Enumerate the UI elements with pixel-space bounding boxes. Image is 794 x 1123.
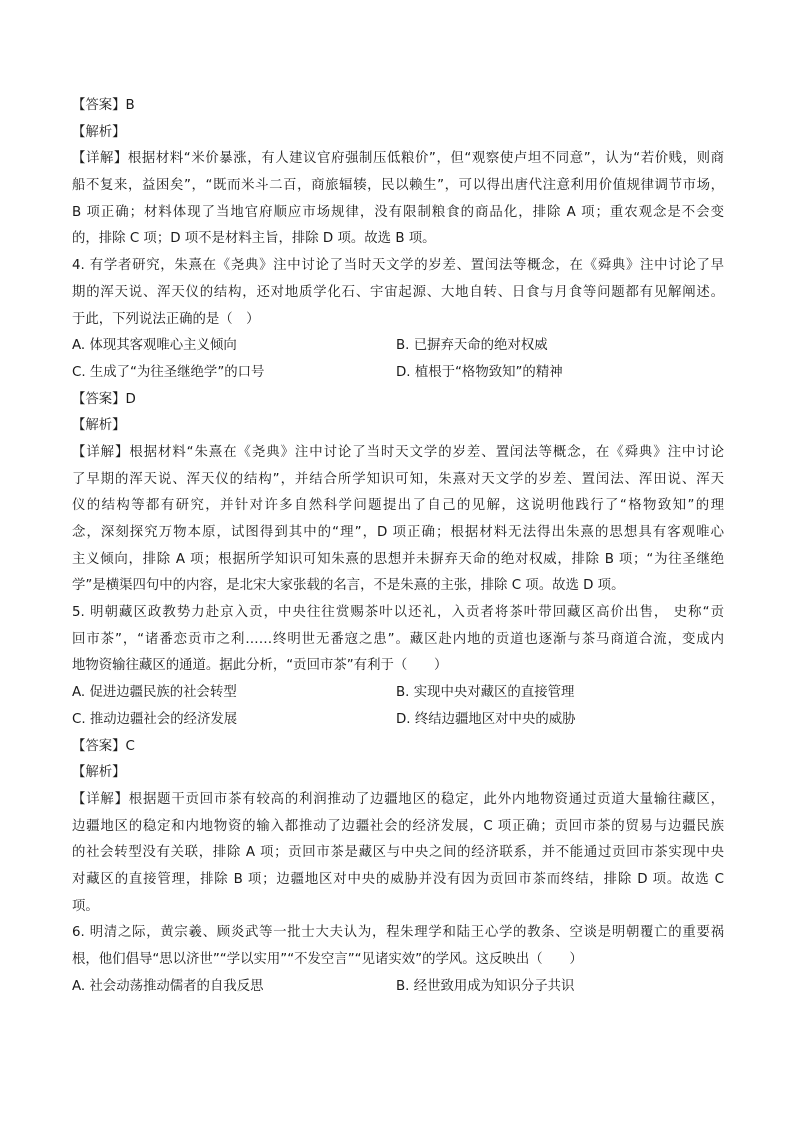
q5-option-d: D. 终结边疆地区对中央的威胁 [396,711,576,727]
q4-option-a: A. 体现其客观唯心主义倾向 [72,338,237,354]
q4-detail-line: 主义倾向，排除 A 项；根据所学知识可知朱熹的思想并未摒弃天命的绝对权威，排除 B 项；“为往圣继绝 [72,551,724,567]
q6-stem-line: 根，他们倡导“思以济世”“学以实用”“不发空言”“见诸实效”的学风。这反映出（ ） [72,952,583,967]
q5-options-row [72,680,724,707]
q4-options-row [72,360,724,387]
q5-stem-line: 地物资输往藏区的通道。据此分析，“贡回市茶”有利于（ ） [72,658,448,674]
q3-analysis-label: 【解析】 [72,124,126,140]
q5-option-c: C. 推动边疆社会的经济发展 [72,711,238,727]
q6-options-row [72,974,724,1001]
q4-stem-line: 期的浑天说、浑天仪的结构，还对地质学化石、宇宙起源、大地自转、日食与月食等问题都有见解阐述。 [72,284,724,300]
q4-detail-line: 念，深刻探究万物本原，试图得到其中的“理”，D 项正确；根据材料无法得出朱熹的思想具有客观唯心 [72,525,724,540]
q4-option-d: D. 植根于“格物致知”的精神 [396,364,563,380]
q5-detail-line: 【详解】根据题干贡回市茶有较高的利润推动了边疆地区的稳定，此外内地物资通过贡道大量输往藏区， [72,791,724,807]
document-page [72,93,724,1000]
q5-stem-line: 回市茶”，“诸番恋贡市之利……终明世无番寇之患”。藏区赴内地的贡道也逐渐与茶马商道合流，变成内 [72,631,724,647]
q5-answer: 【答案】C [72,738,135,754]
q5-detail-line: 边疆地区的稳定和内地物资的输入都推动了边疆社会的经济发展，C 项正确；贡回市茶的贸易与边疆民族 [72,818,724,834]
q6-stem-line: 6. 明清之际，黄宗羲、顾炎武等一批士大夫认为，程朱理学和陆王心学的教条、空谈是明朝覆亡的重要祸 [72,925,724,941]
q4-detail-line: 了早期的浑天说、浑天仪的结构”，并结合所学知识可知，朱熹对天文学的岁差、置闰法、浑田说、浑天 [72,471,724,487]
q4-option-b: B. 已摒弃天命的绝对权威 [396,338,548,354]
q4-detail-line: 【详解】根据材料“朱熹在《尧典》注中讨论了当时天文学的岁差、置闰法等概念，在《舜典》注中讨论 [72,444,724,460]
q5-options-row [72,707,724,734]
q5-detail-line: 的社会转型没有关联，排除 A 项；贡回市茶是藏区与中央之间的经济联系，并不能通过贡回市茶实现中央 [72,845,724,861]
q4-detail-line: 学”是横渠四句中的内容，是北宋大家张载的名言，不是朱熹的主张，排除 C 项。故选 D 项。 [72,578,625,594]
q3-detail-line: 【详解】根据材料“米价暴涨，有人建议官府强制压低粮价”，但“观察使卢坦不同意”，认为“若价贱，则商 [72,151,724,167]
q5-option-b: B. 实现中央对藏区的直接管理 [396,685,575,701]
q4-answer: 【答案】D [72,391,136,407]
q4-option-c: C. 生成了“为往圣继绝学”的口号 [72,364,265,380]
q5-stem-line: 5. 明朝藏区政教势力赴京入贡，中央往往赏赐茶叶以还礼，入贡者将茶叶带回藏区高价出售， 史称“贡 [72,605,724,621]
q3-answer: 【答案】B [72,98,135,113]
q3-detail-line: 的，排除 C 项；D 项不是材料主旨，排除 D 项。故选 B 项。 [72,231,436,247]
q3-detail-line: 船不复来，益困矣”，“既而米斗二百，商旅辐辏，民以赖生”，可以得出唐代注意利用价值规律调节市场， [72,178,724,194]
q5-detail-line: 对藏区的直接管理，排除 B 项；边疆地区对中央的威胁并没有因为贡回市茶而终结，排除 D 项。故选 C [72,871,724,887]
q4-stem-line: 4. 有学者研究，朱熹在《尧典》注中讨论了当时天文学的岁差、置闰法等概念，在《舜典》注中讨论了早 [72,258,724,274]
q4-analysis-label: 【解析】 [72,418,126,434]
q6-option-b: B. 经世致用成为知识分子共识 [396,978,575,994]
q3-detail-line: B 项正确；材料体现了当地官府顺应市场规律，没有限制粮食的商品化，排除 A 项；重农观念是不会变 [72,204,724,220]
q5-analysis-label: 【解析】 [72,765,126,781]
q4-stem-line: 于此，下列说法正确的是（ ） [72,311,260,327]
q5-option-a: A. 促进边疆民族的社会转型 [72,685,237,701]
q5-detail-line: 项。 [72,898,99,914]
q4-options-row [72,333,724,360]
q6-option-a: A. 社会动荡推动儒者的自我反思 [72,978,264,994]
q4-detail-line: 仪的结构等都有研究，并针对许多自然科学问题提出了自己的见解，这说明他践行了“格物致知”的理 [72,498,724,514]
